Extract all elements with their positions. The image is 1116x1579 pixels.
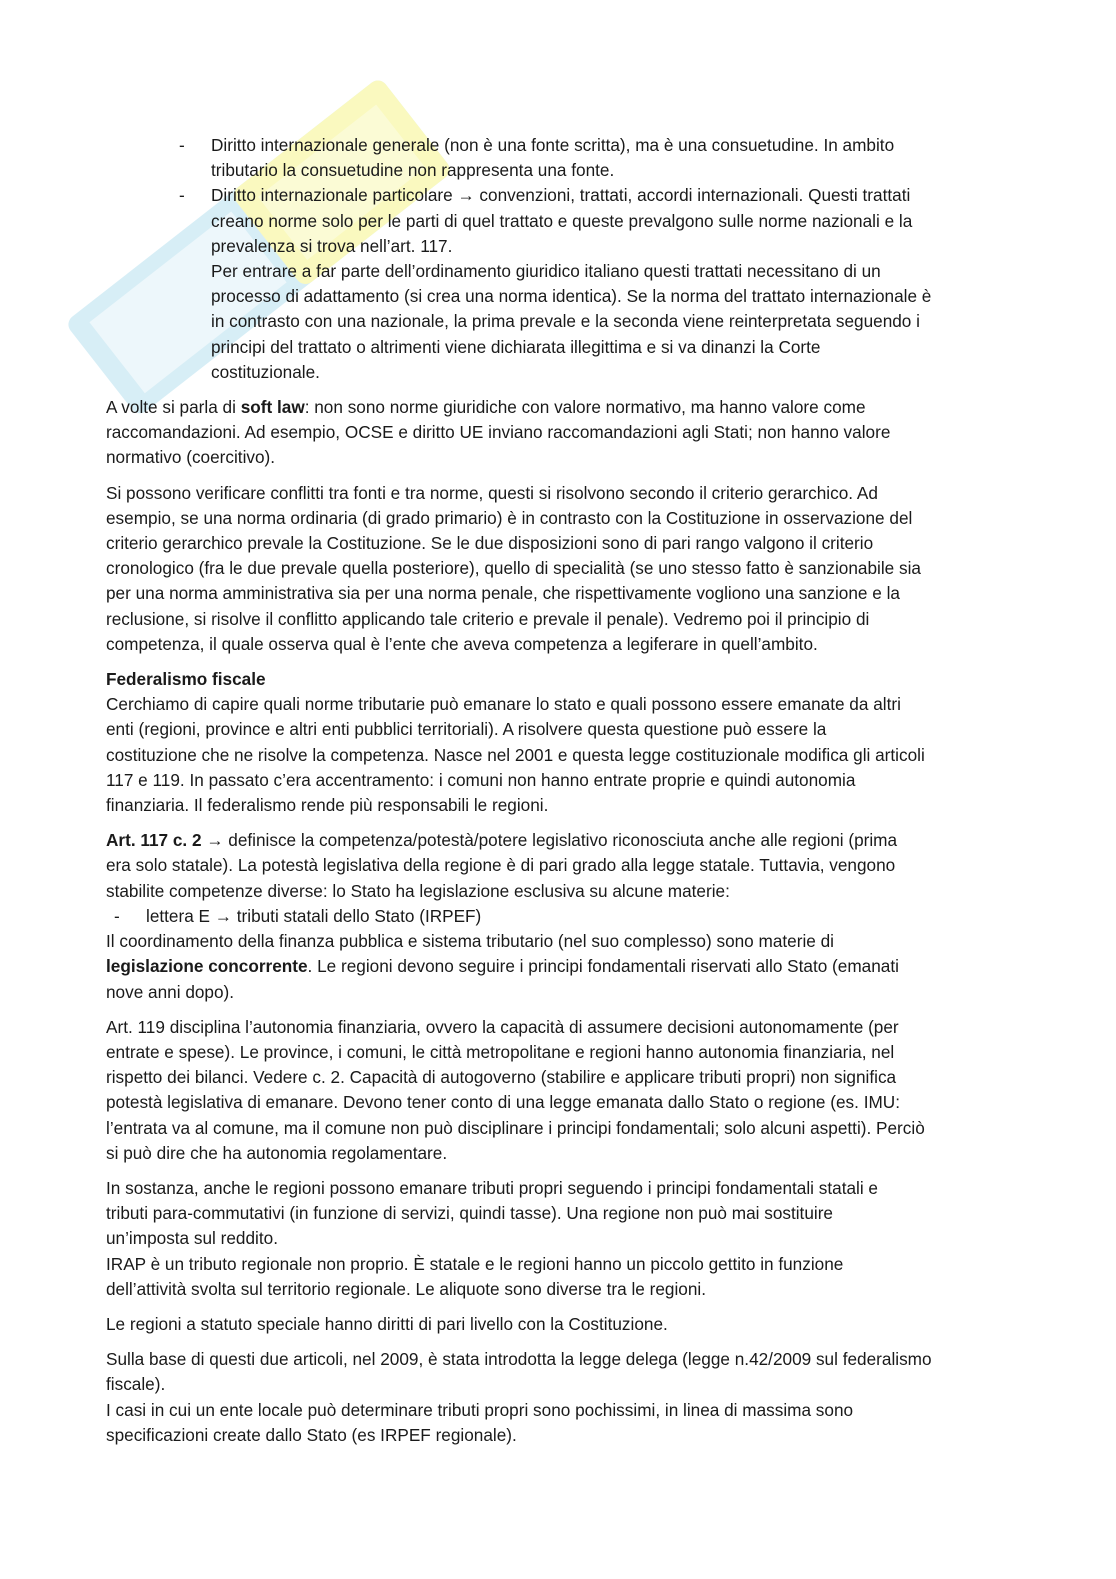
text-line: Art. 119 disciplina l’autonomia finanziaria, ovvero la capacità di assumere decisioni autonomamente (per	[106, 1016, 899, 1037]
text-line: Si possono verificare conflitti tra fonti e tra norme, questi si risolvono secondo il criterio gerarchico. Ad	[106, 482, 878, 503]
text-line: dell’attività svolta sul territorio regionale. Le aliquote sono diverse tra le regioni.	[106, 1278, 706, 1299]
text-line: creano norme solo per le parti di quel trattato e queste prevalgono sulle norme nazionali e la	[211, 210, 913, 231]
paragraph-art-119	[106, 1015, 1006, 1166]
paragraph-art-117	[106, 828, 1006, 1004]
document-page	[106, 133, 1006, 1448]
bold-term: soft law	[240, 397, 305, 418]
text-line: finanziaria. Il federalismo rende più responsabili le regioni.	[106, 795, 549, 816]
text-line: normativo (coercitivo).	[106, 447, 276, 468]
text-line: per una norma amministrativa sia per una norma penale, che rispettivamente vogliono una sanzione e la	[106, 583, 900, 604]
list-item	[106, 904, 1006, 929]
list-item	[106, 133, 1006, 183]
bullet-dash: -	[114, 905, 120, 926]
text-line: Il coordinamento della finanza pubblica e sistema tributario (nel suo complesso) sono materie di	[106, 931, 834, 952]
text-line: costituzione che ne risolve la competenza. Nasce nel 2001 e questa legge costituzionale modifica gli articoli	[106, 744, 925, 765]
text-line: nove anni dopo).	[106, 981, 235, 1002]
paragraph-conflitti	[106, 481, 1006, 657]
bold-term: Art. 117 c. 2	[106, 830, 202, 851]
text-line: criterio gerarchico prevale la Costituzione. Se le due disposizioni sono di pari rango valgono il criterio	[106, 533, 874, 554]
text-line: Art. 117 c. 2 → definisce la competenza/potestà/potere legislativo riconosciuta anche alle regioni (prima	[106, 830, 898, 851]
text-line: enti (regioni, province e altri enti pubblici territoriali). A risolvere questa questione può essere la	[106, 719, 827, 740]
text-line: specificazioni create dallo Stato (es IRPEF regionale).	[106, 1424, 517, 1445]
text-line: esempio, se una norma ordinaria (di grado primario) è in contrasto con la Costituzione in osservazione del	[106, 507, 913, 528]
bullet-list-fonti	[106, 133, 1006, 385]
text-line: IRAP è un tributo regionale non proprio. È statale e le regioni hanno un piccolo gettito in funzione	[106, 1253, 844, 1274]
text-line: 117 e 119. In passato c’era accentramento: i comuni non hanno entrate proprie e quindi autonomia	[106, 769, 856, 790]
bold-term: legislazione concorrente	[106, 956, 308, 977]
text-line: principi del trattato o altrimenti viene dichiarata illegittima e si va dinanzi la Corte	[211, 336, 821, 357]
paragraph-federalismo	[106, 667, 1006, 818]
text-line: Sulla base di questi due articoli, nel 2009, è stata introdotta la legge delega (legge n.42/2009 sul federalismo	[106, 1349, 932, 1370]
paragraph-sostanza	[106, 1176, 1006, 1302]
text-line: prevalenza si trova nell’art. 117.	[211, 235, 453, 256]
bullet-dash: -	[179, 135, 185, 155]
text-line: legislazione concorrente. Le regioni devono seguire i principi fondamentali riservati allo Stato (emanati	[106, 956, 899, 977]
paragraph-soft-law	[106, 395, 1006, 471]
text-line: Diritto internazionale particolare → convenzioni, trattati, accordi internazionali. Questi trattati	[211, 185, 911, 206]
bullet-dash: -	[179, 185, 185, 206]
text-line: stabilite competenze diverse: lo Stato ha legislazione esclusiva su alcune materie:	[106, 880, 730, 901]
text-line: entrate e spese). Le province, i comuni, le città metropolitane e regioni hanno autonomia finanziaria, nel	[106, 1041, 895, 1062]
text-line: A volte si parla di soft law: non sono norme giuridiche con valore normativo, ma hanno valore come	[106, 397, 866, 418]
text-line: Per entrare a far parte dell’ordinamento giuridico italiano questi trattati necessitano di un	[211, 261, 881, 282]
text-line: reclusione, si risolve il conflitto applicando tale criterio e prevale il penale). Vedremo poi il principio di	[106, 608, 870, 629]
text-line: competenza, il quale osserva qual è l’ente che aveva competenza a legiferare in quell’ambito.	[106, 633, 818, 654]
text-line: lettera E → tributi statali dello Stato (IRPEF)	[146, 905, 482, 926]
text-line: tributi para-commutativi (in funzione di servizi, quindi tasse). Una regione non può mai sostituire	[106, 1203, 833, 1224]
text-line: potestà legislativa di emanare. Devono tener conto di una legge emanata dallo Stato o regione (es. IMU:	[106, 1092, 900, 1113]
text-line: era solo statale). La potestà legislativa della regione è di pari grado alla legge statale. Tuttavia, vengono	[106, 855, 896, 876]
text-line: tributario la consuetudine non rappresenta una fonte.	[211, 160, 615, 181]
text-line: fiscale).	[106, 1374, 166, 1395]
paragraph-legge-delega	[106, 1347, 1006, 1448]
text-line: Le regioni a statuto speciale hanno diritti di pari livello con la Costituzione.	[106, 1313, 668, 1334]
text-line: processo di adattamento (si crea una norma identica). Se la norma del trattato internazionale è	[211, 286, 932, 307]
text-line: costituzionale.	[211, 361, 320, 382]
text-line: rispetto dei bilanci. Vedere c. 2. Capacità di autogoverno (stabilire e applicare tributi propri) non significa	[106, 1067, 897, 1088]
section-heading: Federalismo fiscale	[106, 669, 266, 690]
text-line: raccomandazioni. Ad esempio, OCSE e diritto UE inviano raccomandazioni agli Stati; non hanno valore	[106, 422, 891, 443]
text-line: Diritto internazionale generale (non è una fonte scritta), ma è una consuetudine. In ambito	[211, 135, 895, 155]
text-line: l’entrata va al comune, ma il comune non può disciplinare i principi fondamentali; solo alcuni aspetti). Perciò	[106, 1117, 925, 1138]
text-line: si può dire che ha autonomia regolamentare.	[106, 1142, 448, 1163]
paragraph-statuto-speciale	[106, 1312, 1006, 1337]
text-line: cronologico (fra le due prevale quella posteriore), quello di specialità (se uno stesso fatto è sanzionabile sia	[106, 558, 921, 579]
bullet-list-materie	[106, 904, 1006, 929]
text-line: Cerchiamo di capire quali norme tributarie può emanare lo stato e quali possono essere emanate da altri	[106, 694, 901, 715]
text-line: In sostanza, anche le regioni possono emanare tributi propri seguendo i principi fondamentali statali e	[106, 1177, 878, 1198]
text-line: I casi in cui un ente locale può determinare tributi propri sono pochissimi, in linea di massima sono	[106, 1399, 854, 1420]
text-line: in contrasto con una nazionale, la prima prevale e la seconda viene reinterpretata seguendo i	[211, 311, 920, 332]
list-item	[106, 183, 1006, 385]
text-line: un’imposta sul reddito.	[106, 1228, 278, 1249]
